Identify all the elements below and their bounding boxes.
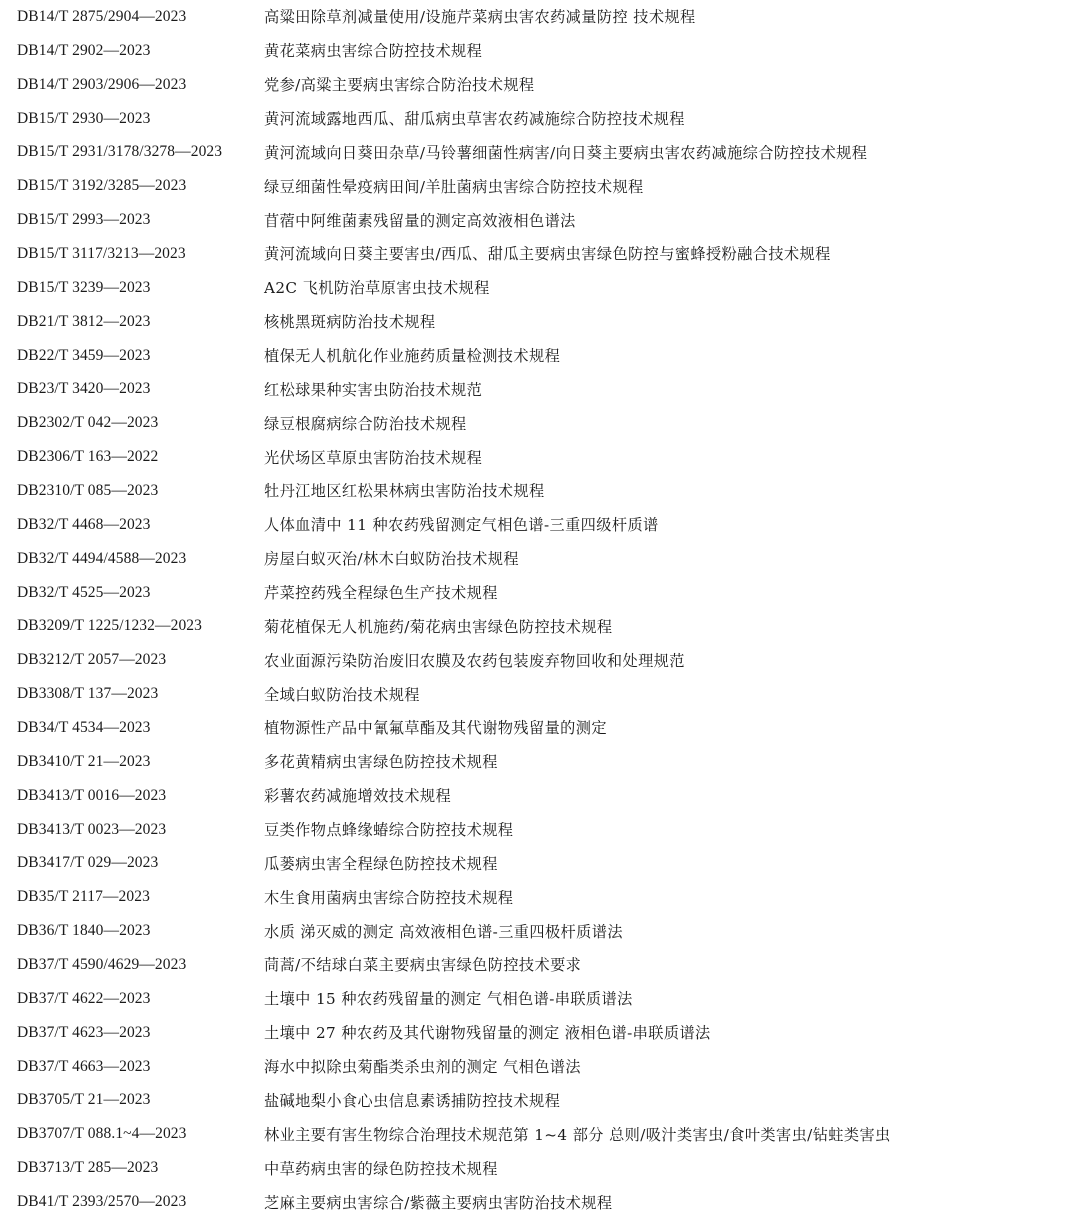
standard-code: DB32/T 4525—2023 bbox=[17, 583, 151, 601]
standard-code: DB37/T 4663—2023 bbox=[17, 1057, 151, 1075]
standard-code: DB15/T 2930—2023 bbox=[17, 109, 151, 127]
standard-code: DB2310/T 085—2023 bbox=[17, 481, 159, 499]
list-item bbox=[0, 203, 1080, 237]
list-item bbox=[0, 609, 1080, 643]
list-item bbox=[0, 1016, 1080, 1050]
standard-code: DB15/T 3192/3285—2023 bbox=[17, 177, 187, 195]
standard-code: DB35/T 2117—2023 bbox=[17, 888, 150, 906]
standard-title: 光伏场区草原虫害防治技术规程 bbox=[264, 448, 483, 467]
list-item bbox=[0, 474, 1080, 508]
list-item bbox=[0, 982, 1080, 1016]
standard-code: DB3705/T 21—2023 bbox=[17, 1091, 151, 1109]
list-item bbox=[0, 745, 1080, 779]
standard-title: 茼蒿/不结球白菜主要病虫害绿色防控技术要求 bbox=[264, 956, 582, 975]
standard-title: 农业面源污染防治废旧农膜及农药包装废弃物回收和处理规范 bbox=[264, 651, 685, 670]
standard-title: 党参/高粱主要病虫害综合防治技术规程 bbox=[264, 76, 535, 95]
standard-code: DB37/T 4590/4629—2023 bbox=[17, 955, 187, 973]
standard-title: 彩薯农药减施增效技术规程 bbox=[264, 787, 452, 806]
standard-code: DB15/T 3117/3213—2023 bbox=[17, 244, 186, 262]
list-item bbox=[0, 34, 1080, 68]
standard-title: 绿豆细菌性晕疫病田间/羊肚菌病虫害综合防控技术规程 bbox=[264, 177, 644, 196]
standard-code: DB32/T 4494/4588—2023 bbox=[17, 549, 187, 567]
standard-code: DB3209/T 1225/1232—2023 bbox=[17, 617, 203, 635]
standard-title: 土壤中 27 种农药及其代谢物残留量的测定 液相色谱-串联质谱法 bbox=[264, 1024, 711, 1043]
list-item bbox=[0, 271, 1080, 305]
standard-code: DB41/T 2393/2570—2023 bbox=[17, 1193, 187, 1210]
standard-code: DB3413/T 0023—2023 bbox=[17, 820, 167, 838]
standard-code: DB23/T 3420—2023 bbox=[17, 380, 151, 398]
list-item bbox=[0, 846, 1080, 880]
list-item bbox=[0, 914, 1080, 948]
standard-code: DB3410/T 21—2023 bbox=[17, 752, 151, 770]
standard-code: DB3413/T 0016—2023 bbox=[17, 786, 167, 804]
list-item bbox=[0, 440, 1080, 474]
standard-code: DB3713/T 285—2023 bbox=[17, 1159, 159, 1177]
standard-code: DB15/T 2993—2023 bbox=[17, 211, 151, 229]
list-item bbox=[0, 508, 1080, 542]
standard-code: DB32/T 4468—2023 bbox=[17, 515, 151, 533]
standard-code: DB34/T 4534—2023 bbox=[17, 718, 151, 736]
standard-title: 红松球果种实害虫防治技术规范 bbox=[264, 380, 483, 399]
standard-code: DB22/T 3459—2023 bbox=[17, 346, 151, 364]
list-item bbox=[0, 339, 1080, 373]
list-item bbox=[0, 711, 1080, 745]
list-item bbox=[0, 813, 1080, 847]
standard-title: 高粱田除草剂减量使用/设施芹菜病虫害农药减量防控 技术规程 bbox=[264, 8, 696, 27]
list-item bbox=[0, 68, 1080, 102]
list-item bbox=[0, 576, 1080, 610]
list-item bbox=[0, 1151, 1080, 1185]
list-item bbox=[0, 677, 1080, 711]
list-item bbox=[0, 1050, 1080, 1084]
list-item bbox=[0, 542, 1080, 576]
standard-title: 豆类作物点蜂缘蝽综合防控技术规程 bbox=[264, 821, 514, 840]
standard-code: DB3417/T 029—2023 bbox=[17, 854, 159, 872]
list-item bbox=[0, 305, 1080, 339]
standard-code: DB3212/T 2057—2023 bbox=[17, 651, 167, 669]
standard-title: 房屋白蚁灭治/林木白蚁防治技术规程 bbox=[264, 550, 519, 569]
standard-code: DB37/T 4622—2023 bbox=[17, 989, 151, 1007]
list-item bbox=[0, 643, 1080, 677]
standard-title: 芝麻主要病虫害综合/紫薇主要病虫害防治技术规程 bbox=[264, 1193, 613, 1212]
standard-title: 植保无人机航化作业施药质量检测技术规程 bbox=[264, 347, 561, 366]
standard-title: 苜蓿中阿维菌素残留量的测定高效液相色谱法 bbox=[264, 211, 576, 230]
list-item bbox=[0, 406, 1080, 440]
standard-code: DB3707/T 088.1~4—2023 bbox=[17, 1125, 187, 1143]
list-item bbox=[0, 169, 1080, 203]
standard-code: DB15/T 2931/3178/3278—2023 bbox=[17, 143, 223, 161]
standard-code: DB37/T 4623—2023 bbox=[17, 1023, 151, 1041]
standard-title: 人体血清中 11 种农药残留测定气相色谱-三重四级杆质谱 bbox=[264, 516, 659, 535]
standard-title: 盐碱地梨小食心虫信息素诱捕防控技术规程 bbox=[264, 1091, 561, 1110]
list-item bbox=[0, 1185, 1080, 1219]
list-item bbox=[0, 1084, 1080, 1118]
standard-title: 瓜蒌病虫害全程绿色防控技术规程 bbox=[264, 854, 498, 873]
standard-title: 土壤中 15 种农药残留量的测定 气相色谱-串联质谱法 bbox=[264, 990, 633, 1009]
standard-code: DB2302/T 042—2023 bbox=[17, 414, 159, 432]
standard-title: 黄河流域向日葵田杂草/马铃薯细菌性病害/向日葵主要病虫害农药减施综合防控技术规程 bbox=[264, 143, 868, 162]
list-item bbox=[0, 102, 1080, 136]
standard-title: 中草药病虫害的绿色防控技术规程 bbox=[264, 1159, 498, 1178]
standard-code: DB21/T 3812—2023 bbox=[17, 312, 151, 330]
standard-code: DB15/T 3239—2023 bbox=[17, 278, 151, 296]
standard-title: 水质 涕灭威的测定 高效液相色谱-三重四极杆质谱法 bbox=[264, 922, 623, 941]
list-item bbox=[0, 1117, 1080, 1151]
standard-title: 菊花植保无人机施药/菊花病虫害绿色防控技术规程 bbox=[264, 617, 613, 636]
standard-title: A2C 飞机防治草原害虫技术规程 bbox=[264, 279, 490, 298]
list-item bbox=[0, 237, 1080, 271]
standard-title: 牡丹江地区红松果林病虫害防治技术规程 bbox=[264, 482, 545, 501]
standard-title: 海水中拟除虫菊酯类杀虫剂的测定 气相色谱法 bbox=[264, 1058, 581, 1077]
standard-title: 多花黄精病虫害绿色防控技术规程 bbox=[264, 753, 498, 772]
standard-code: DB2306/T 163—2022 bbox=[17, 448, 159, 466]
standard-title: 核桃黑斑病防治技术规程 bbox=[264, 313, 436, 332]
standard-code: DB36/T 1840—2023 bbox=[17, 922, 151, 940]
standard-code: DB3308/T 137—2023 bbox=[17, 685, 159, 703]
standard-title: 芹菜控药残全程绿色生产技术规程 bbox=[264, 584, 498, 603]
standard-title: 木生食用菌病虫害综合防控技术规程 bbox=[264, 888, 514, 907]
list-item bbox=[0, 779, 1080, 813]
standard-title: 植物源性产品中氰氟草酯及其代谢物残留量的测定 bbox=[264, 719, 607, 738]
list-item bbox=[0, 372, 1080, 406]
standard-code: DB14/T 2903/2906—2023 bbox=[17, 75, 187, 93]
list-item bbox=[0, 948, 1080, 982]
standard-title: 林业主要有害生物综合治理技术规范第 1~4 部分 总则/吸汁类害虫/食叶类害虫/钻蛀类害虫 bbox=[264, 1125, 891, 1144]
standard-title: 黄花菜病虫害综合防控技术规程 bbox=[264, 42, 483, 61]
list-item bbox=[0, 135, 1080, 169]
list-item bbox=[0, 0, 1080, 34]
standard-code: DB14/T 2875/2904—2023 bbox=[17, 7, 187, 25]
standard-title: 绿豆根腐病综合防治技术规程 bbox=[264, 414, 467, 433]
standard-title: 全域白蚁防治技术规程 bbox=[264, 685, 420, 704]
standard-title: 黄河流域露地西瓜、甜瓜病虫草害农药减施综合防控技术规程 bbox=[264, 110, 685, 128]
standard-code: DB14/T 2902—2023 bbox=[17, 41, 151, 59]
standard-title: 黄河流域向日葵主要害虫/西瓜、甜瓜主要病虫害绿色防控与蜜蜂授粉融合技术规程 bbox=[264, 245, 831, 264]
list-item bbox=[0, 880, 1080, 914]
